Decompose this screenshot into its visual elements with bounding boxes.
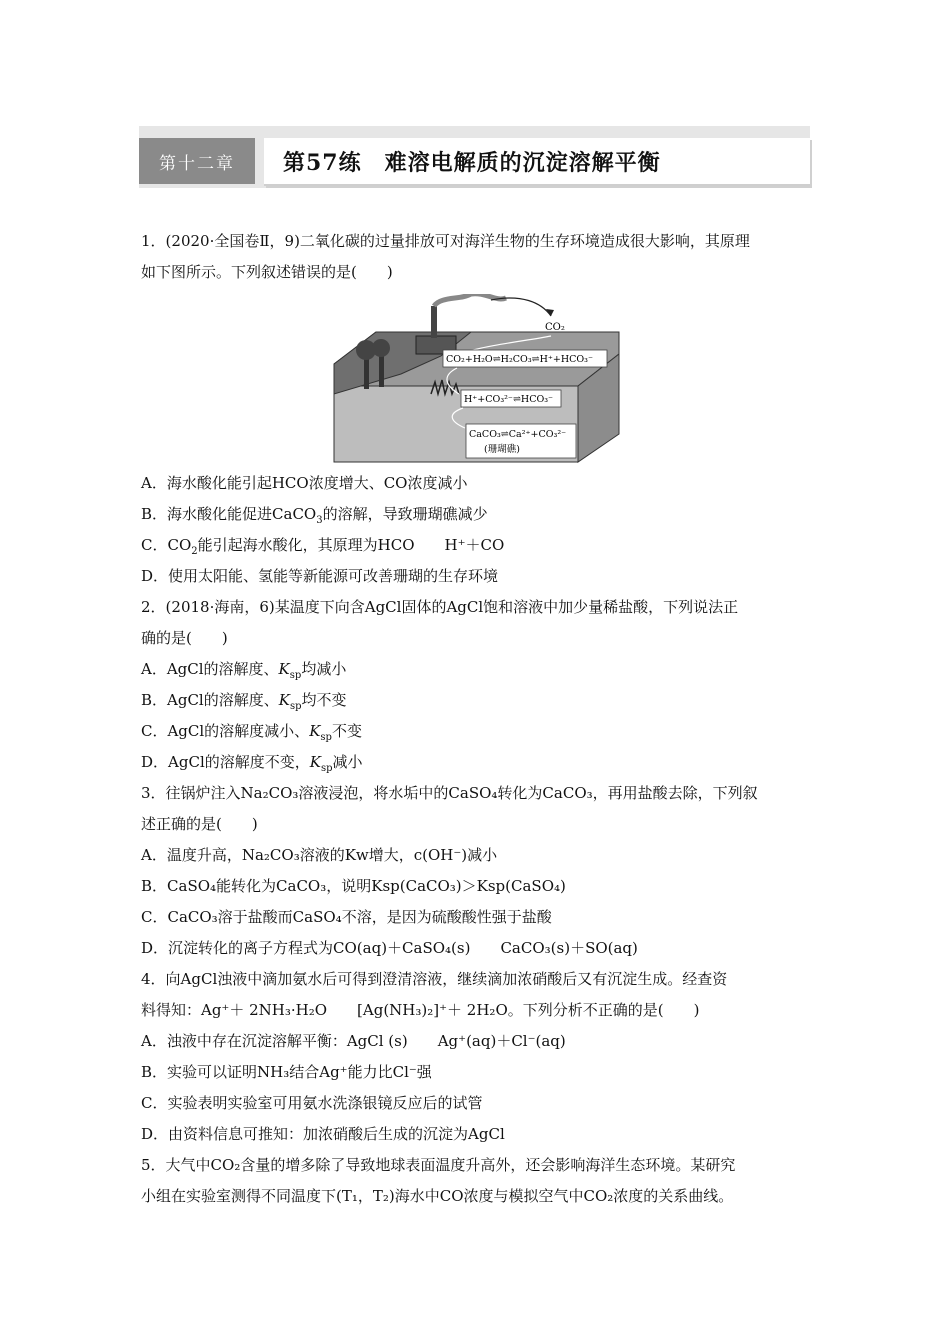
- q1-option-b: B．海水酸化能促进CaCO$_3$的溶解，导致珊瑚礁减少: [141, 505, 488, 526]
- ksp-sub: sp: [289, 701, 302, 712]
- q3-option-c: C．CaCO₃溶于盐酸而CaSO₄不溶，是因为硫酸酸性强于盐酸: [141, 908, 552, 926]
- q2-option-b-pre: B．AgCl的溶解度、: [141, 691, 279, 709]
- ksp-sub: sp: [320, 732, 332, 743]
- ksp-sub: sp: [320, 763, 333, 774]
- ksp-k: K: [278, 691, 290, 709]
- page-title: 第57练 难溶电解质的沉淀溶解平衡: [283, 150, 661, 176]
- q2-option-d: [141, 747, 811, 778]
- q2-stem-line1: 2．(2018·海南，6)某温度下向含AgCl固体的AgCl饱和溶液中加少量稀盐酸，下列说法正: [141, 598, 739, 616]
- q5-stem-line1: 5．大气中CO₂含量的增多除了导致地球表面温度升高外，还会影响海洋生态环境。某研究: [141, 1156, 736, 1174]
- ocean-co2-figure: [141, 294, 811, 464]
- ksp-sub: sp: [289, 670, 302, 681]
- exercise-content: [141, 226, 811, 1212]
- q4-option-d: D．由资料信息可推知：加浓硝酸后生成的沉淀为AgCl: [141, 1125, 505, 1143]
- q1-stem-line2: 如下图所示。下列叙述错误的是( ): [141, 263, 393, 281]
- q4-option-a: A．浊液中存在沉淀溶解平衡：AgCl (s) Ag⁺(aq)＋Cl⁻(aq): [141, 1032, 566, 1050]
- q1-option-b-pre: B．海水酸化能促进CaCO: [141, 505, 317, 523]
- q2-option-a-post: 均减小: [301, 660, 347, 678]
- fig-eq1: CO₂+H₂O⇌H₂CO₃⇌H⁺+HCO₃⁻: [446, 354, 594, 365]
- q1-stem-line1: 1．(2020·全国卷Ⅱ，9)二氧化碳的过量排放可对海洋生物的生存环境造成很大影响，其原理: [141, 232, 750, 250]
- q2-option-a: [141, 654, 811, 685]
- q2-option-a-pre: A．AgCl的溶解度、: [141, 660, 279, 678]
- q1-option-c-post: 能引起海水酸化，其原理为HCO H⁺＋CO: [197, 536, 505, 554]
- fig-eq3: CaCO₃⇌Ca²⁺+CO₃²⁻: [469, 429, 567, 440]
- ocean-diagram: [141, 294, 811, 464]
- ksp-k: K: [278, 660, 290, 678]
- fig-eq3-note: (珊瑚礁): [484, 444, 520, 455]
- q2-option-b-post: 均不变: [301, 691, 347, 709]
- q4-stem-line2: 料得知：Ag⁺＋ 2NH₃·H₂O [Ag(NH₃)₂]⁺＋ 2H₂O。下列分析不正确的是( ): [141, 1001, 700, 1019]
- q2-option-b: [141, 685, 811, 716]
- fig-co2-label: CO₂: [545, 322, 565, 333]
- ksp-k: K: [309, 722, 321, 740]
- q4-option-c: C．实验表明实验室可用氨水洗涤银镜反应后的试管: [141, 1094, 483, 1112]
- q1-option-a: A．海水酸化能引起HCO浓度增大、CO浓度减小: [141, 474, 468, 492]
- q2-option-c-post: 不变: [331, 722, 362, 740]
- q1-option-c: C．$CO_2$能引起海水酸化，其原理为HCO H⁺＋CO: [141, 536, 505, 557]
- chapter-label: 第十二章: [139, 138, 255, 184]
- q1-option-d: D．使用太阳能、氢能等新能源可改善珊瑚的生存环境: [141, 567, 499, 585]
- fig-eq2: H⁺+CO₃²⁻⇌HCO₃⁻: [464, 394, 554, 405]
- q4-stem-line1: 4．向AgCl浊液中滴加氨水后可得到澄清溶液，继续滴加浓硝酸后又有沉淀生成。经查资: [141, 970, 728, 988]
- q2-stem-line2: 确的是( ): [141, 629, 228, 647]
- q5-stem-line2: 小组在实验室测得不同温度下(T₁，T₂)海水中CO浓度与模拟空气中CO₂浓度的关系曲线。: [141, 1187, 734, 1205]
- q1-option-c-pre: C．CO: [141, 536, 192, 554]
- q3-option-a: A．温度升高，Na₂CO₃溶液的Kw增大，c(OH⁻)减小: [141, 846, 498, 864]
- q2-option-d-pre: D．AgCl的溶解度不变，: [141, 753, 310, 771]
- q3-stem-line1: 3．往锅炉注入Na₂CO₃溶液浸泡，将水垢中的CaSO₄转化为CaCO₃，再用盐酸去除，下列叙: [141, 784, 758, 802]
- ksp-k: K: [309, 753, 321, 771]
- q4-option-b: B．实验可以证明NH₃结合Ag⁺能力比Cl⁻强: [141, 1063, 432, 1081]
- q3-option-d: D．沉淀转化的离子方程式为CO(aq)＋CaSO₄(s) CaCO₃(s)＋SO(aq): [141, 939, 638, 957]
- q1-option-b-post: 的溶解，导致珊瑚礁减少: [322, 505, 488, 523]
- q2-option-c-pre: C．AgCl的溶解度减小、: [141, 722, 310, 740]
- q2-option-d-post: 减小: [332, 753, 363, 771]
- q3-stem-line2: 述正确的是( ): [141, 815, 258, 833]
- q3-option-b: B．CaSO₄能转化为CaCO₃，说明Ksp(CaCO₃)＞Ksp(CaSO₄): [141, 877, 566, 895]
- q2-option-c: [141, 716, 811, 747]
